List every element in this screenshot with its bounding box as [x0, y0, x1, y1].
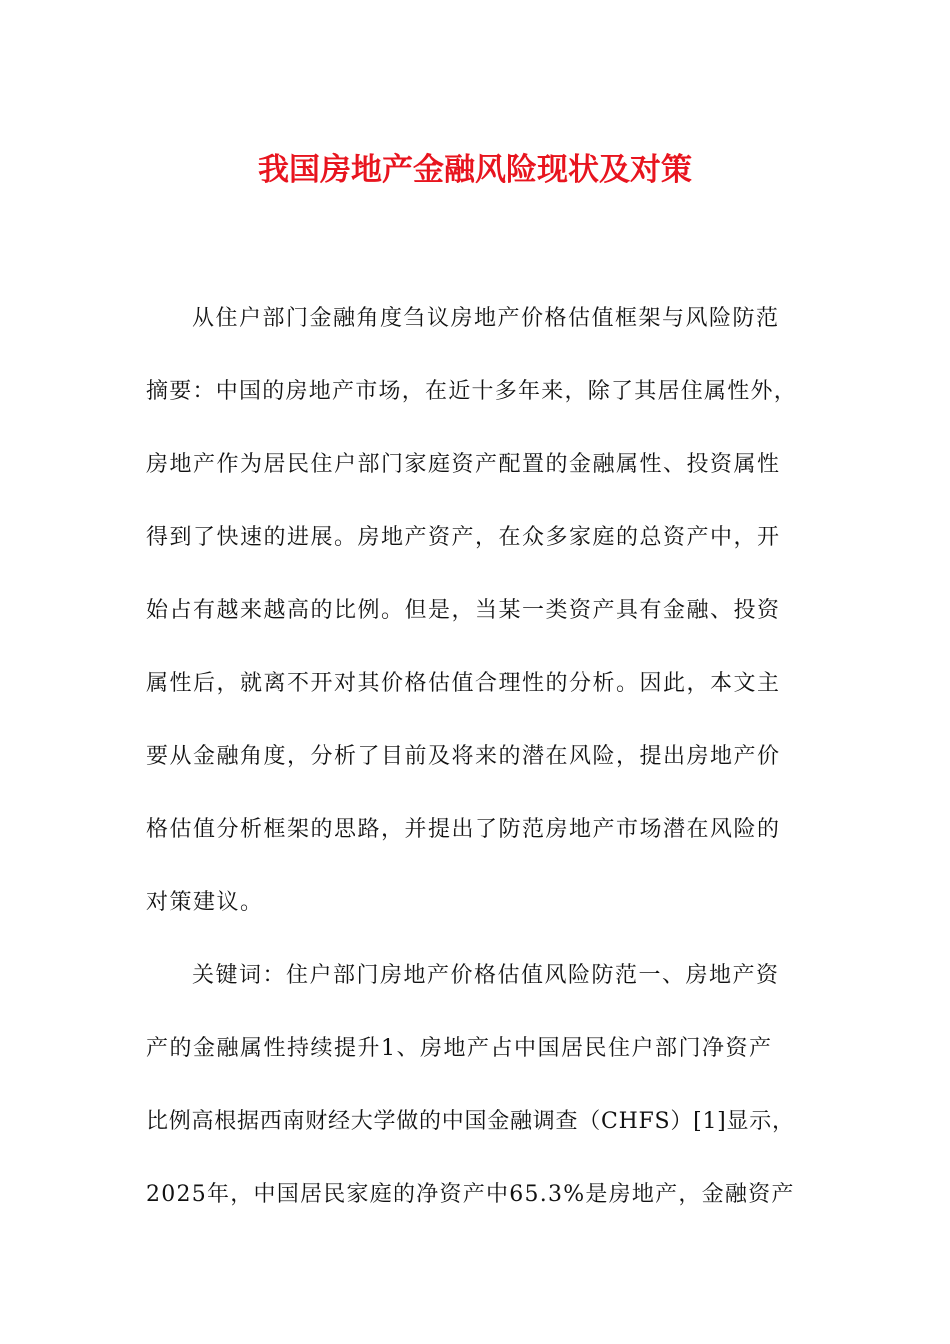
paragraph-line: 产的金融属性持续提升1、房地产占中国居民住户部门净资产 [146, 1036, 773, 1061]
paragraph-line: 始占有越来越高的比例。但是，当某一类资产具有金融、投资 [146, 598, 781, 623]
paragraph-line: 比例高根据西南财经大学做的中国金融调查（CHFS）[1]显示， [146, 1109, 795, 1134]
paragraph-line: 要从金融角度，分析了目前及将来的潜在风险，提出房地产价 [146, 744, 781, 769]
paragraph-line: 房地产作为居民住户部门家庭资产配置的金融属性、投资属性 [146, 452, 781, 477]
paragraph-line: 属性后，就离不开对其价格估值合理性的分析。因此，本文主 [146, 671, 781, 696]
document-title: 我国房地产金融风险现状及对策 [258, 152, 692, 188]
paragraph-line: 得到了快速的进展。房地产资产，在众多家庭的总资产中，开 [146, 525, 781, 550]
paragraph-line: 从住户部门金融角度刍议房地产价格估值框架与风险防范 [192, 306, 780, 331]
paragraph-line: 摘要：中国的房地产市场，在近十多年来，除了其居住属性外， [146, 379, 798, 404]
paragraph-line: 2025年，中国居民家庭的净资产中65.3%是房地产，金融资产 [146, 1182, 795, 1207]
paragraph-line: 对策建议。 [146, 890, 264, 915]
paragraph-line: 关键词：住户部门房地产价格估值风险防范一、房地产资 [192, 963, 780, 988]
document-body [146, 282, 798, 1231]
paragraph-line: 格估值分析框架的思路，并提出了防范房地产市场潜在风险的 [146, 817, 781, 842]
